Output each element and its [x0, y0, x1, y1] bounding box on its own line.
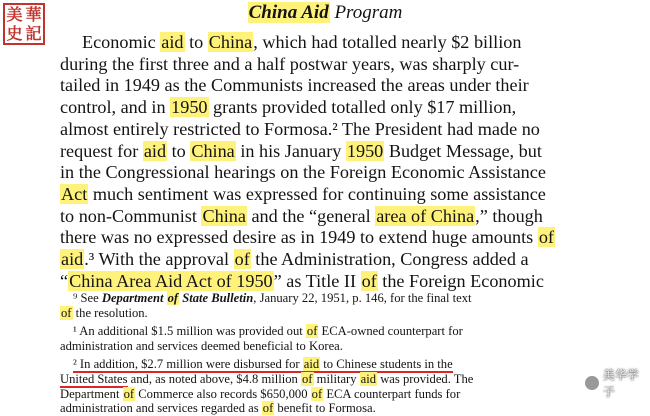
- seal-char: 記: [25, 23, 42, 43]
- body-line: control, and in 1950 grants provided totalled only $17 million,: [60, 97, 517, 118]
- body-paragraph: [60, 32, 602, 292]
- body-line: tailed in 1949 as the Communists increased the areas under their: [60, 75, 529, 96]
- body-line: “China Area Aid Act of 1950” as Title II of the Foreign Economic: [60, 270, 544, 291]
- body-line: Act much sentiment was expressed for continuing some assistance: [61, 183, 546, 204]
- footnote-line: ¹ An additional $1.5 million was provided out of ECA-owned counterpart for: [73, 324, 463, 339]
- seal-char: 華: [25, 4, 42, 24]
- section-title: [0, 2, 650, 24]
- body-line: request for aid to China in his January 1950 Budget Message, but: [60, 140, 542, 161]
- title-highlight: China Aid: [248, 2, 329, 23]
- body-line: almost entirely restricted to Formosa.² The President had made no: [60, 118, 540, 139]
- watermark: [584, 366, 650, 400]
- footnote-line: ² In addition, $2.7 million were disbursed for aid to Chinese students in the: [73, 357, 453, 372]
- body-line: during the first three and a half postwar years, was sharply cur-: [60, 53, 520, 74]
- footnote-line: Department of Commerce also records $650,000 of ECA counterpart funds for: [60, 386, 461, 401]
- seal-char: 美: [6, 4, 23, 24]
- footnote-line: administration and services deemed beneficial to Korea.: [60, 338, 343, 353]
- footnote-line: United States and, as noted above, $4.8 million of military aid was provided. The: [60, 371, 474, 386]
- title-rest: Program: [334, 2, 403, 23]
- body-line: Economic aid to China, which had totalled nearly $2 billion: [82, 32, 522, 52]
- wechat-icon: [584, 375, 600, 391]
- body-line: aid.³ With the approval of the Administration, Congress added a: [61, 249, 529, 270]
- footnote-line: ⁹ See Department of State Bulletin, January 22, 1951, p. 146, for the final text: [73, 291, 472, 305]
- footnote-line: of the resolution.: [61, 305, 148, 320]
- footnote-line: administration and services regarded as of benefit to Formosa.: [60, 401, 376, 416]
- seal-char: 史: [6, 23, 23, 43]
- footnotes: [60, 291, 602, 416]
- watermark-text: 美华学子: [602, 368, 639, 399]
- body-line: there was no expressed desire as in 1949 to extend huge amounts of: [60, 227, 554, 248]
- body-line: in the Congressional hearings on the Foreign Economic Assistance: [60, 162, 546, 183]
- body-line: to non-Communist China and the “general area of China,” though: [60, 205, 543, 226]
